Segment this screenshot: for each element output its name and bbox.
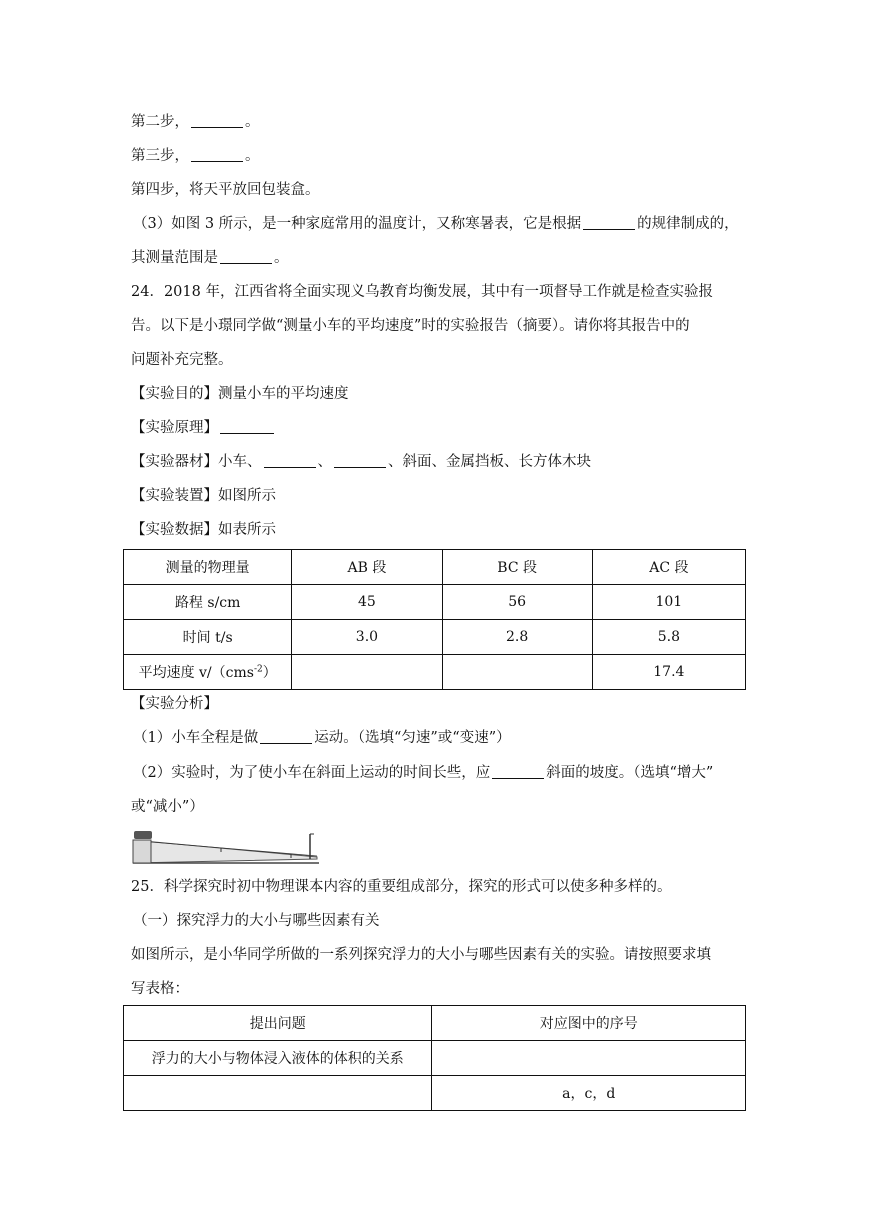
analysis2-text: （2）实验时，为了使小车在斜面上运动的时间长些，应 — [133, 765, 491, 781]
setup-line: 【实验装置】如图所示 — [131, 488, 276, 504]
table-cell-answer[interactable] — [292, 655, 442, 690]
analysis2-line — [133, 763, 713, 783]
analysis-line: 【实验分析】 — [131, 696, 218, 712]
table-cell: 2.8 — [442, 620, 592, 655]
table-cell: 时间 t/s — [124, 620, 292, 655]
step4-line: 第四步，将天平放回包装盒。 — [131, 182, 320, 198]
table-header: AC 段 — [592, 550, 745, 585]
period: 。 — [274, 250, 289, 266]
table-cell: 17.4 — [592, 655, 745, 690]
table-cell-speed-label — [124, 655, 292, 690]
table-header: 对应图中的序号 — [432, 1006, 746, 1041]
q25-line1: 25．科学探究时初中物理课本内容的重要组成部分，探究的形式可以使多种多样的。 — [131, 879, 672, 895]
answer-blank[interactable] — [583, 215, 635, 230]
equipment-text: 【实验器材】小车、 — [131, 454, 262, 470]
table-cell: a，c，d — [432, 1076, 746, 1111]
answer-blank[interactable] — [260, 729, 312, 744]
table-header-row — [124, 1006, 746, 1041]
analysis1-text: （1）小车全程是做 — [133, 730, 259, 746]
step3-text: 第三步， — [131, 148, 189, 164]
table-cell-answer[interactable] — [442, 655, 592, 690]
equipment-line — [131, 452, 591, 472]
step2-text: 第二步， — [131, 114, 189, 130]
equipment-text-end: 、斜面、金属挡板、长方体木块 — [388, 454, 591, 470]
answer-blank[interactable] — [334, 453, 386, 468]
principle-text: 【实验原理】 — [131, 420, 218, 436]
answer-blank[interactable] — [191, 147, 243, 162]
q23-p3-text-end: 的规律制成的， — [637, 216, 739, 232]
table-row — [124, 585, 746, 620]
q25-line2: 如图所示，是小华同学所做的一系列探究浮力的大小与哪些因素有关的实验。请按照要求填 — [131, 947, 711, 963]
answer-blank[interactable] — [264, 453, 316, 468]
table-row — [124, 1076, 746, 1111]
speed-data-table — [123, 549, 746, 690]
table-cell-answer[interactable] — [124, 1076, 432, 1111]
period: 。 — [245, 114, 260, 130]
table-header-row — [124, 550, 746, 585]
buoyancy-table — [123, 1005, 746, 1111]
table-cell: 路程 s/cm — [124, 585, 292, 620]
separator: 、 — [317, 454, 332, 470]
q24-line1: 24．2018 年，江西省将全面实现义乌教育均衡发展，其中有一项督导工作就是检查实验报 — [131, 284, 713, 300]
q23-range-line — [131, 248, 289, 268]
table-cell: 5.8 — [592, 620, 745, 655]
table-header: 测量的物理量 — [124, 550, 292, 585]
table-cell: 101 — [592, 585, 745, 620]
table-cell: 56 — [442, 585, 592, 620]
table-cell-answer[interactable] — [432, 1041, 746, 1076]
analysis2-line2: 或“减小”） — [131, 799, 204, 815]
analysis2-text-end: 斜面的坡度。（选填“增大” — [546, 765, 714, 781]
analysis1-text-end: 运动。（选填“匀速”或“变速”） — [314, 730, 511, 746]
incline-apparatus-figure — [131, 826, 323, 866]
answer-blank[interactable] — [191, 113, 243, 128]
period: 。 — [245, 148, 260, 164]
table-cell: 45 — [292, 585, 442, 620]
q23-p3-text: （3）如图 3 所示，是一种家庭常用的温度计，又称寒暑表，它是根据 — [133, 216, 582, 232]
step2-line — [131, 112, 260, 132]
table-cell: 浮力的大小与物体浸入液体的体积的关系 — [124, 1041, 432, 1076]
q23-p3-line — [133, 214, 739, 234]
data-label-line: 【实验数据】如表所示 — [131, 522, 276, 538]
table-header: BC 段 — [442, 550, 592, 585]
q25-line3: 写表格： — [131, 981, 189, 997]
q25-sub1: （一）探究浮力的大小与哪些因素有关 — [133, 913, 380, 929]
speed-label: 平均速度 v/（cms — [138, 665, 254, 681]
answer-blank[interactable] — [492, 764, 544, 779]
range-text: 其测量范围是 — [131, 250, 218, 266]
table-header: AB 段 — [292, 550, 442, 585]
principle-line — [131, 418, 276, 438]
table-row — [124, 1041, 746, 1076]
table-row — [124, 620, 746, 655]
answer-blank[interactable] — [220, 249, 272, 264]
speed-unit-exponent: -2 — [253, 664, 263, 675]
speed-label-close: ） — [262, 665, 277, 681]
analysis1-line — [133, 728, 511, 748]
q24-line2: 告。以下是小璟同学做“测量小车的平均速度”时的实验报告（摘要）。请你将其报告中的 — [131, 318, 690, 334]
table-header: 提出问题 — [124, 1006, 432, 1041]
table-row — [124, 655, 746, 690]
table-cell: 3.0 — [292, 620, 442, 655]
answer-blank[interactable] — [220, 419, 274, 434]
step3-line — [131, 146, 260, 166]
purpose-line: 【实验目的】测量小车的平均速度 — [131, 386, 349, 402]
q24-line3: 问题补充完整。 — [131, 352, 233, 368]
